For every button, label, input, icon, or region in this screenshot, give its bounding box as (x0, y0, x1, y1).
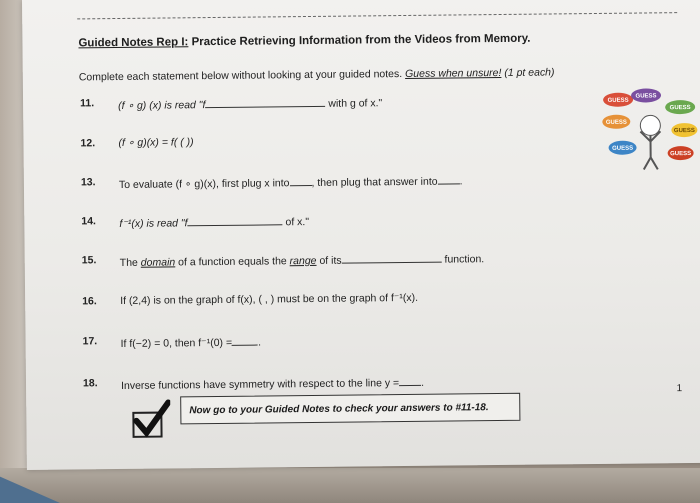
question-number: 18. (82, 377, 98, 390)
page-title (78, 33, 530, 50)
instructions-points: (1 pt each) (501, 66, 555, 79)
question-text: (f ∘ g)(x) = f( ( )) (118, 136, 194, 149)
instructions-main: Complete each statement below without looking at your guided notes. (78, 67, 406, 84)
question-13 (119, 172, 463, 191)
guess-word: GUESS (635, 93, 657, 100)
question-17 (121, 334, 262, 350)
top-rule (77, 12, 677, 19)
question-text: f⁻¹(x) is read "f (119, 217, 188, 230)
question-number: 15. (81, 254, 97, 267)
answer-blank[interactable] (341, 251, 441, 264)
question-text: of x." (285, 216, 310, 229)
question-emphasis: domain (140, 256, 176, 269)
question-text: . (421, 376, 425, 389)
checkmark-icon (130, 398, 170, 438)
question-text: If f(−2) = 0, then f⁻¹(0) = (120, 336, 233, 350)
instructions (79, 66, 555, 83)
question-text: of a function equals the (175, 255, 290, 269)
question-16 (120, 292, 418, 307)
question-emphasis: range (289, 254, 317, 268)
question-14 (119, 213, 309, 230)
worksheet-page (22, 0, 700, 470)
question-15 (120, 250, 485, 269)
question-number: 13. (80, 176, 96, 189)
answer-blank[interactable] (232, 334, 258, 346)
question-text: with g of x." (328, 97, 383, 110)
question-text: (f ∘ g) (x) is read "f (118, 99, 206, 112)
answer-blank[interactable] (437, 172, 459, 184)
answer-blank[interactable] (289, 174, 311, 186)
question-18 (121, 374, 424, 392)
question-text: function. (444, 253, 485, 266)
question-11 (118, 94, 382, 112)
question-number: 16. (82, 295, 97, 308)
question-text: of its (316, 254, 342, 267)
question-text: The (119, 256, 141, 269)
question-number: 11. (80, 97, 95, 110)
guess-clipart-icon (598, 85, 699, 172)
question-text: . (258, 336, 262, 349)
instructions-emphasis: Guess when unsure! (405, 66, 502, 80)
guess-word: GUESS (605, 119, 627, 126)
question-12 (118, 136, 193, 149)
question-number: 12. (80, 137, 96, 150)
guess-word: GUESS (670, 151, 692, 158)
title-text: Practice Retrieving Information from the Videos from Memory. (188, 32, 531, 49)
answer-blank[interactable] (187, 213, 282, 226)
question-text: . (459, 175, 463, 188)
guess-word: GUESS (612, 145, 634, 152)
background-bottom (0, 468, 700, 503)
question-number: 14. (81, 215, 96, 228)
question-text: , then plug that answer into (311, 175, 438, 189)
answer-blank[interactable] (205, 95, 325, 108)
question-text: If (2,4) is on the graph of f(x), ( , ) must be on the graph of f⁻¹(x). (120, 291, 419, 307)
footer-note: Now go to your Guided Notes to check your answers to #11-18. (180, 393, 520, 425)
page-number: 1 (676, 383, 683, 395)
guess-word: GUESS (673, 127, 695, 135)
title-label: Guided Notes Rep I: (78, 36, 189, 50)
question-number: 17. (82, 335, 98, 348)
answer-blank[interactable] (399, 374, 421, 386)
question-text: Inverse functions have symmetry with respect to the line y = (120, 377, 400, 392)
question-text: To evaluate (f ∘ g)(x), first plug x into (118, 177, 290, 191)
guess-word: GUESS (607, 97, 629, 104)
guess-word: GUESS (669, 105, 691, 112)
